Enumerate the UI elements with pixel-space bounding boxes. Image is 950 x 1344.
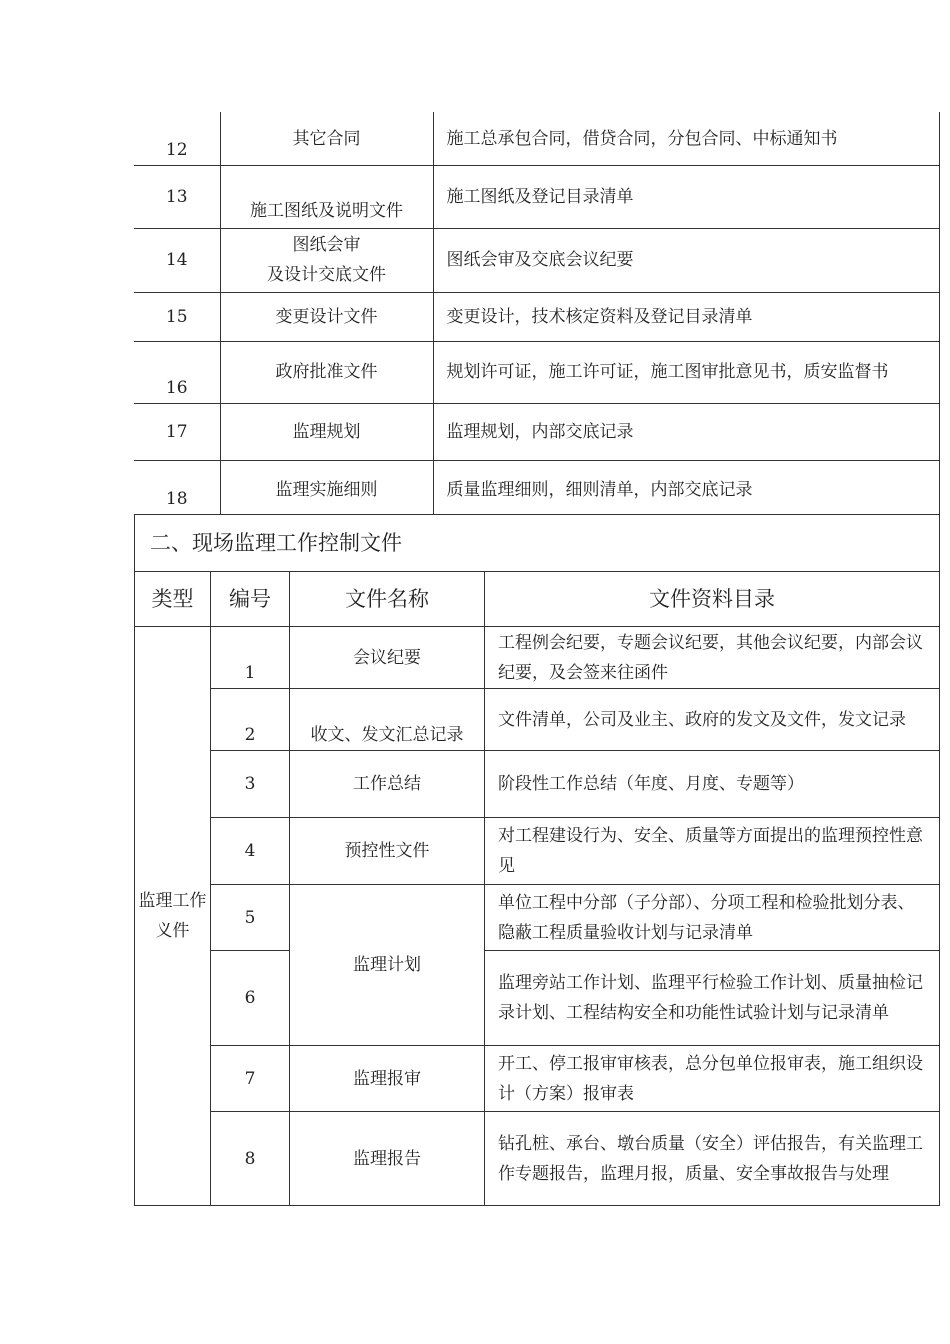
header-catalog: 文件资料目录 bbox=[485, 572, 940, 627]
file-catalog: 监理规划，内部交底记录 bbox=[433, 403, 939, 460]
row-number: 7 bbox=[211, 1046, 290, 1112]
file-name: 工作总结 bbox=[290, 751, 485, 818]
table-row bbox=[135, 1112, 940, 1206]
table-row bbox=[135, 818, 940, 885]
file-name: 会议纪要 bbox=[290, 627, 485, 689]
table-row bbox=[134, 403, 939, 460]
file-name: 其它合同 bbox=[220, 112, 433, 165]
file-name: 收文、发文汇总记录 bbox=[290, 689, 485, 751]
file-catalog: 规划许可证，施工许可证，施工图审批意见书，质安监督书 bbox=[433, 341, 939, 403]
file-name: 变更设计文件 bbox=[220, 292, 433, 341]
file-name: 预控性文件 bbox=[290, 818, 485, 885]
file-catalog: 钻孔桩、承台、墩台质量（安全）评估报告，有关监理工作专题报告，监理月报，质量、安全事故报告与处理 bbox=[485, 1112, 940, 1206]
file-name: 监理实施细则 bbox=[220, 460, 433, 514]
file-catalog: 开工、停工报审审核表，总分包单位报审表，施工组织设计（方案）报审表 bbox=[485, 1046, 940, 1112]
file-catalog: 质量监理细则，细则清单，内部交底记录 bbox=[433, 460, 939, 514]
file-name: 图纸会审 及设计交底文件 bbox=[220, 228, 433, 292]
file-catalog: 单位工程中分部（子分部）、分项工程和检验批划分表、隐蔽工程质量验收计划与记录清单 bbox=[485, 885, 940, 951]
file-catalog: 阶段性工作总结（年度、月度、专题等） bbox=[485, 751, 940, 818]
section-title: 二、现场监理工作控制文件 bbox=[135, 515, 940, 572]
file-catalog: 监理旁站工作计划、监理平行检验工作计划、质量抽检记录计划、工程结构安全和功能性试验计划与记录清单 bbox=[485, 951, 940, 1046]
table-row bbox=[134, 292, 939, 341]
row-number: 17 bbox=[134, 403, 220, 460]
row-number: 6 bbox=[211, 951, 290, 1046]
table-row bbox=[135, 885, 940, 951]
file-catalog: 工程例会纪要，专题会议纪要，其他会议纪要，内部会议纪要，及会签来往函件 bbox=[485, 627, 940, 689]
type-cell: 监理工作义件 bbox=[135, 627, 211, 1206]
header-file-name: 文件名称 bbox=[290, 572, 485, 627]
header-number: 编号 bbox=[211, 572, 290, 627]
file-name: 监理报审 bbox=[290, 1046, 485, 1112]
document-list-table-part1 bbox=[134, 112, 940, 515]
table-row bbox=[134, 228, 939, 292]
table-row bbox=[135, 951, 940, 1046]
row-number: 18 bbox=[134, 460, 220, 514]
row-number: 13 bbox=[134, 165, 220, 228]
file-catalog: 施工总承包合同，借贷合同，分包合同、中标通知书 bbox=[433, 112, 939, 165]
row-number: 12 bbox=[134, 112, 220, 165]
file-name: 政府批准文件 bbox=[220, 341, 433, 403]
row-number: 15 bbox=[134, 292, 220, 341]
table-row bbox=[135, 1046, 940, 1112]
row-number: 3 bbox=[211, 751, 290, 818]
table-row bbox=[135, 689, 940, 751]
row-number: 14 bbox=[134, 228, 220, 292]
row-number: 5 bbox=[211, 885, 290, 951]
file-name: 施工图纸及说明文件 bbox=[220, 165, 433, 228]
table-row bbox=[135, 627, 940, 689]
section-row bbox=[135, 515, 940, 572]
row-number: 1 bbox=[211, 627, 290, 689]
file-catalog: 文件清单，公司及业主、政府的发文及文件，发文记录 bbox=[485, 689, 940, 751]
header-type: 类型 bbox=[135, 572, 211, 627]
row-number: 4 bbox=[211, 818, 290, 885]
file-catalog: 图纸会审及交底会议纪要 bbox=[433, 228, 939, 292]
file-catalog: 施工图纸及登记目录清单 bbox=[433, 165, 939, 228]
file-name: 监理规划 bbox=[220, 403, 433, 460]
row-number: 8 bbox=[211, 1112, 290, 1206]
table-row bbox=[134, 165, 939, 228]
table-row bbox=[134, 341, 939, 403]
row-number: 16 bbox=[134, 341, 220, 403]
table-row bbox=[134, 460, 939, 514]
table-row bbox=[135, 751, 940, 818]
file-catalog: 对工程建设行为、安全、质量等方面提出的监理预控性意见 bbox=[485, 818, 940, 885]
row-number: 2 bbox=[211, 689, 290, 751]
file-catalog: 变更设计，技术核定资料及登记目录清单 bbox=[433, 292, 939, 341]
file-name: 监理计划 bbox=[290, 885, 485, 1046]
table-row bbox=[134, 112, 939, 165]
header-row bbox=[135, 572, 940, 627]
site-control-files-table bbox=[134, 514, 940, 1206]
file-name: 监理报告 bbox=[290, 1112, 485, 1206]
